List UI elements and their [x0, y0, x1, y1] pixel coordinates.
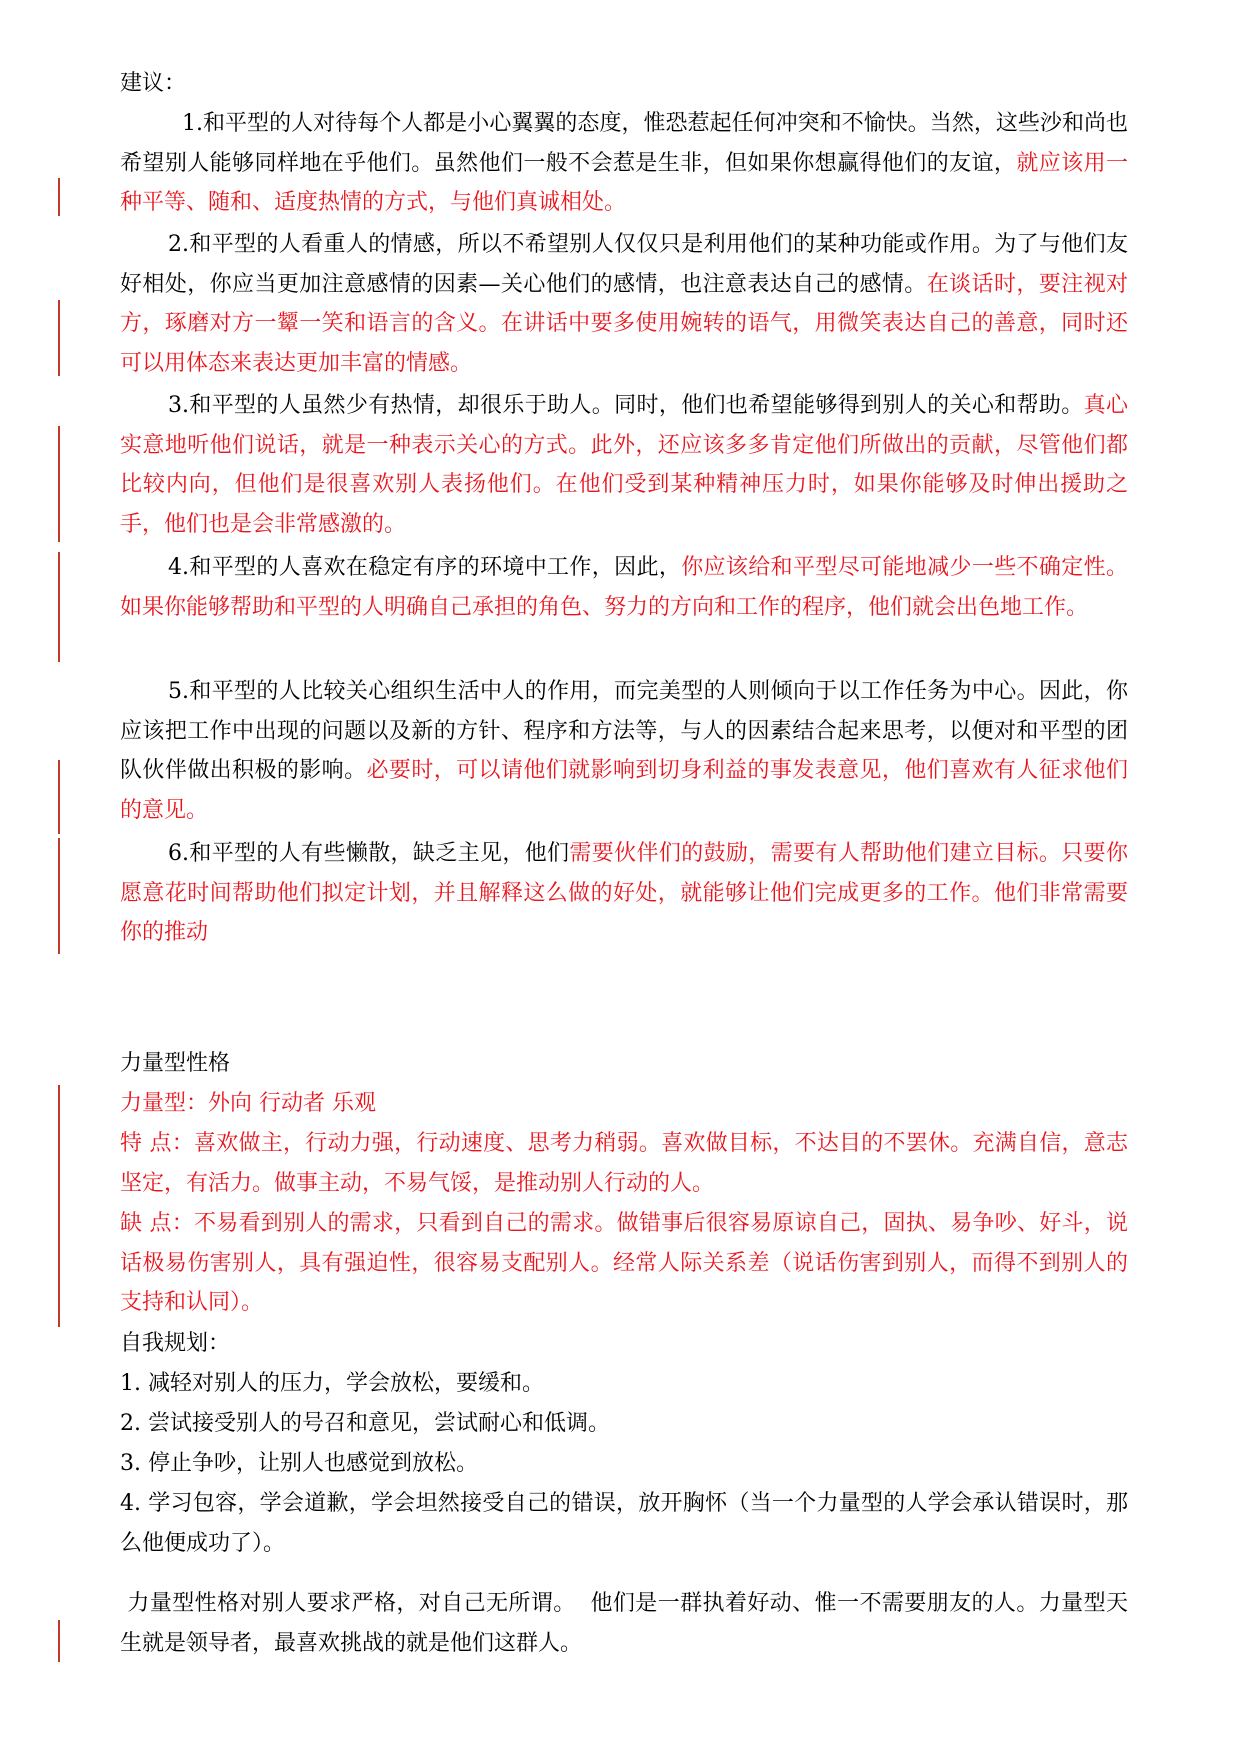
closing-paragraph: 力量型性格对别人要求严格，对自己无所谓。 他们是一群执着好动、惟一不需要朋友的人。力量型天生就是领导者，最喜欢挑战的就是他们这群人。 — [120, 1591, 1128, 1656]
margin-bar — [58, 760, 60, 834]
margin-bar — [58, 426, 60, 542]
plan-item: 3. 停止争吵，让别人也感觉到放松。 — [120, 1451, 478, 1476]
margin-bar — [58, 1085, 60, 1327]
advice-paragraph-2: 2.和平型的人看重人的情感，所以不希望别人仅仅只是利用他们的某种功能或作用。为了与他们友好相处，你应当更加注意感情的因素—关心他们的感情，也注意表达自己的感情。在谈话时，要注视对方，琢磨对方一颦一笑和语言的含义。在讲话中要多使用婉转的语气，用微笑表达自己的善意，同时还可以用体态来表达更加丰富的情感。 — [120, 232, 1128, 376]
margin-bar — [58, 300, 60, 376]
advice-paragraph-5: 5.和平型的人比较关心组织生活中人的作用，而完美型的人则倾向于以工作任务为中心。因此，你应该把工作中出现的问题以及新的方针、程序和方法等，与人的因素结合起来思考，以便对和平型的团队伙伴做出积极的影响。必要时，可以请他们就影响到切身利益的事发表意见，他们喜欢有人征求他们的意见。 — [120, 679, 1128, 823]
plan-item: 4. 学习包容，学会道歉，学会坦然接受自己的错误，放开胸怀（当一个力量型的人学会承认错误时，那么他便成功了）。 — [120, 1491, 1128, 1556]
section-heading: 力量型性格 — [120, 1051, 231, 1076]
plan-item: 1. 减轻对别人的压力，学会放松，要缓和。 — [120, 1371, 544, 1396]
margin-bar — [58, 1620, 60, 1662]
advice-heading: 建议： — [120, 71, 187, 96]
advice-paragraph-6: 6.和平型的人有些懒散，缺乏主见，他们需要伙伴们的鼓励，需要有人帮助他们建立目标。只要你愿意花时间帮助他们拟定计划，并且解释这么做的好处，就能够让他们完成更多的工作。他们非常需要你的推动 — [120, 841, 1128, 945]
advice-paragraph-1: 1.和平型的人对待每个人都是小心翼翼的态度，惟恐惹起任何冲突和不愉快。当然，这些沙和尚也希望别人能够同样地在乎他们。虽然他们一般不会惹是生非，但如果你想赢得他们的友谊，就应该用一种平等、随和、适度热情的方式，与他们真诚相处。 — [120, 111, 1128, 215]
margin-bar — [58, 838, 60, 954]
advice-paragraph-3: 3.和平型的人虽然少有热情，却很乐于助人。同时，他们也希望能够得到别人的关心和帮助。真心实意地听他们说话，就是一种表示关心的方式。此外，还应该多多肯定他们所做出的贡献，尽管他们都比较内向，但他们是很喜欢别人表扬他们。在他们受到某种精神压力时，如果你能够及时伸出援助之手，他们也是会非常感激的。 — [120, 393, 1128, 537]
power-summary: 力量型：外向 行动者 乐观 — [120, 1091, 376, 1116]
plan-item: 2. 尝试接受别人的号召和意见，尝试耐心和低调。 — [120, 1411, 610, 1436]
power-traits: 特 点：喜欢做主，行动力强，行动速度、思考力稍弱。喜欢做目标，不达目的不罢休。充满自信，意志坚定，有活力。做事主动，不易气馁，是推动别人行动的人。 — [120, 1131, 1128, 1196]
plan-heading: 自我规划： — [120, 1331, 231, 1356]
margin-bar — [58, 178, 60, 216]
advice-paragraph-4: 4.和平型的人喜欢在稳定有序的环境中工作，因此，你应该给和平型尽可能地减少一些不确定性。如果你能够帮助和平型的人明确自己承担的角色、努力的方向和工作的程序，他们就会出色地工作。 — [120, 555, 1128, 620]
margin-bar — [58, 552, 60, 662]
power-flaws: 缺 点：不易看到别人的需求，只看到自己的需求。做错事后很容易原谅自己，固执、易争吵、好斗，说话极易伤害别人，具有强迫性，很容易支配别人。经常人际关系差（说话伤害到别人，而得不到别人的支持和认同）。 — [120, 1211, 1128, 1315]
